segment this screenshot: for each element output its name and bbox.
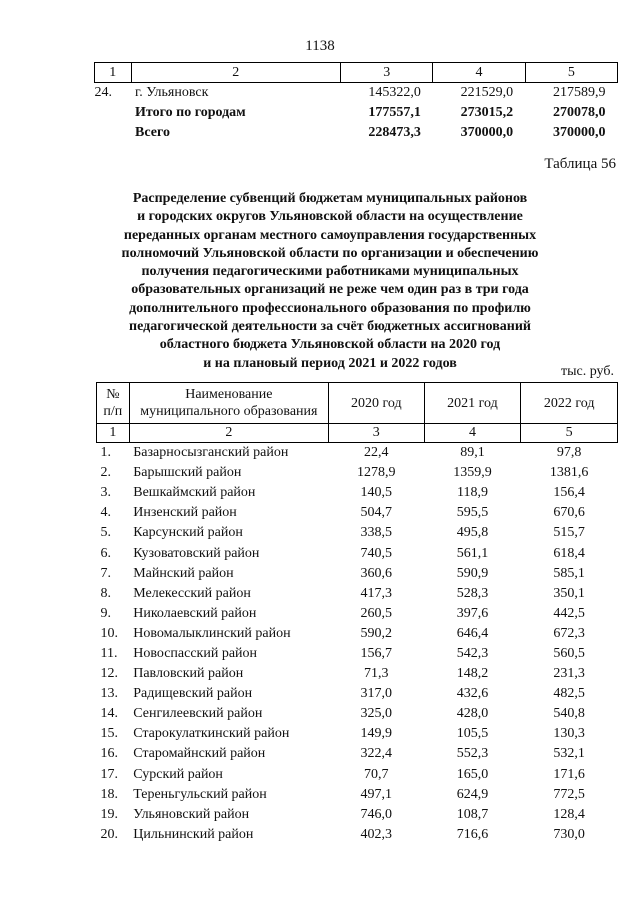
table-row	[97, 503, 618, 523]
table-title	[100, 190, 560, 373]
value-2022: 231,3	[553, 666, 585, 682]
row-number	[95, 103, 132, 123]
header-2020: 2020 год	[328, 383, 424, 424]
municipality-name: Вешкаймский район	[133, 485, 256, 501]
row-number: 11.	[100, 645, 118, 661]
value-2020: 402,3	[360, 826, 393, 842]
municipality-name: Новомалыклинский район	[133, 625, 291, 641]
table-row	[95, 123, 618, 143]
value-2020: 360,6	[360, 565, 393, 581]
value-2021: 118,9	[456, 485, 488, 501]
value-2021: 716,6	[456, 826, 489, 842]
value-2020: 1278,9	[357, 465, 396, 481]
row-number: 20.	[100, 826, 118, 842]
table-label: Таблица 56	[544, 156, 616, 172]
header-number-line1: №	[106, 387, 120, 402]
value-2021: 495,8	[456, 525, 489, 541]
title-line: полномочий Ульяновской области по организации и обеспечению	[121, 245, 539, 261]
col-number-cell: 2	[129, 424, 328, 443]
municipality-name: Барышский район	[133, 465, 242, 481]
municipality-name: Павловский район	[133, 666, 244, 682]
value-2021: 221529,0	[460, 85, 514, 100]
value-2020: 70,7	[364, 766, 389, 782]
municipality-name: Николаевский район	[133, 605, 257, 621]
value-2020: 497,1	[360, 786, 393, 802]
col-number-cell: 5	[525, 63, 617, 83]
municipality-name: Новоспасский район	[133, 645, 258, 661]
municipality-name: Радищевский район	[133, 686, 253, 702]
column-number-row	[97, 424, 618, 443]
value-2022: 270078,0	[553, 105, 606, 120]
value-2021: 590,9	[456, 565, 489, 581]
value-2021: 595,5	[456, 505, 489, 521]
municipality-name: Кузоватовский район	[133, 545, 260, 561]
continuation-header-row	[95, 63, 618, 83]
value-2020: 260,5	[360, 605, 393, 621]
value-2020: 322,4	[360, 746, 393, 762]
table-row	[97, 744, 618, 764]
municipality-name: Карсунский район	[133, 525, 243, 541]
row-number: 9.	[100, 605, 111, 621]
header-name-line1: Наименование	[185, 387, 273, 402]
value-2020: 325,0	[360, 706, 393, 722]
col-number-cell: 1	[97, 424, 130, 443]
value-2021: 552,3	[456, 746, 489, 762]
value-2022: 618,4	[553, 545, 585, 561]
value-2022: 217589,9	[553, 85, 606, 100]
value-2022: 442,5	[553, 605, 585, 621]
row-number: 10.	[100, 625, 118, 641]
municipality-name: Сенгилеевский район	[133, 706, 263, 722]
value-2022: 350,1	[553, 585, 585, 601]
row-number: 5.	[100, 525, 111, 541]
units-label: тыс. руб.	[561, 364, 614, 379]
value-2022: 560,5	[553, 645, 585, 661]
value-2021: 542,3	[456, 645, 489, 661]
row-number: 3.	[100, 485, 111, 501]
table-body	[97, 443, 618, 845]
value-2021: 165,0	[456, 766, 489, 782]
subtotal-label: Итого по городам	[135, 105, 246, 120]
table-row	[97, 684, 618, 704]
value-2022: 772,5	[553, 786, 585, 802]
table-row	[97, 624, 618, 644]
value-2020: 504,7	[360, 505, 393, 521]
col-number-cell: 3	[341, 63, 433, 83]
title-line: и городских округов Ульяновской области на осуществление	[137, 209, 523, 225]
municipality-name: Тереньгульский район	[133, 786, 267, 802]
value-2022: 171,6	[553, 766, 585, 782]
table-row	[97, 704, 618, 724]
row-number: 8.	[100, 585, 111, 601]
value-2020: 140,5	[360, 485, 393, 501]
value-2021: 273015,2	[460, 105, 514, 120]
value-2020: 145322,0	[368, 85, 421, 100]
value-2021: 528,3	[456, 585, 489, 601]
header-name-line2: муниципального образования	[140, 404, 318, 419]
value-2022: 370000,0	[553, 125, 606, 140]
title-line: переданных органам местного самоуправления государственных	[123, 227, 537, 243]
header-number-line2: п/п	[103, 404, 123, 419]
value-2020: 228473,3	[368, 125, 421, 140]
col-number-cell: 5	[521, 424, 618, 443]
value-2020: 71,3	[364, 666, 389, 682]
table-row	[97, 644, 618, 664]
municipality-name: Инзенский район	[133, 505, 237, 521]
value-2020: 417,3	[360, 585, 393, 601]
table-row	[95, 103, 618, 123]
table-row	[97, 543, 618, 563]
table-row	[97, 805, 618, 825]
value-2020: 338,5	[360, 525, 393, 541]
row-number: 17.	[100, 766, 118, 782]
table-row	[97, 664, 618, 684]
value-2022: 585,1	[553, 565, 585, 581]
title-line: и на плановый период 2021 и 2022 годов	[203, 355, 457, 371]
row-number: 2.	[100, 465, 111, 481]
col-number-cell: 4	[433, 63, 525, 83]
value-2021: 108,7	[456, 806, 489, 822]
value-2020: 149,9	[360, 726, 393, 742]
value-2022: 130,3	[553, 726, 585, 742]
total-label: Всего	[135, 125, 170, 140]
row-number	[95, 123, 132, 143]
municipality-name: Ульяновский район	[133, 806, 250, 822]
table-row	[97, 523, 618, 543]
value-2020: 156,7	[360, 645, 393, 661]
table-row	[97, 564, 618, 584]
table-row	[97, 443, 618, 464]
value-2021: 561,1	[456, 545, 489, 561]
table-row	[97, 483, 618, 503]
table-row	[95, 83, 618, 104]
municipality-name: Старокулаткинский район	[133, 726, 290, 742]
col-number-cell: 4	[424, 424, 521, 443]
municipality-name: г. Ульяновск	[135, 85, 209, 100]
municipality-name: Майнский район	[133, 565, 234, 581]
table-row	[97, 825, 618, 845]
value-2021: 397,6	[456, 605, 489, 621]
value-2021: 89,1	[460, 445, 485, 461]
row-number: 18.	[100, 786, 118, 802]
municipality-name: Мелекесский район	[133, 585, 251, 601]
header-row	[97, 383, 618, 424]
row-number: 6.	[100, 545, 111, 561]
value-2022: 128,4	[553, 806, 585, 822]
row-number: 19.	[100, 806, 118, 822]
value-2020: 22,4	[364, 445, 389, 461]
row-number: 15.	[100, 726, 118, 742]
title-line: образовательных организаций не реже чем один раз в три года	[131, 282, 529, 298]
value-2021: 428,0	[456, 706, 489, 722]
header-number	[97, 383, 130, 424]
row-number: 7.	[100, 565, 111, 581]
value-2021: 1359,9	[453, 465, 492, 481]
municipality-name: Базарносызганский район	[133, 445, 289, 461]
value-2022: 672,3	[553, 625, 585, 641]
col-number-cell: 3	[328, 424, 424, 443]
col-number-cell: 2	[131, 63, 341, 83]
header-name	[129, 383, 328, 424]
table-row	[97, 785, 618, 805]
subvention-table	[96, 382, 618, 845]
value-2021: 624,9	[456, 786, 489, 802]
value-2022: 1381,6	[549, 465, 589, 481]
row-number: 4.	[100, 505, 111, 521]
table-row	[97, 584, 618, 604]
table-row	[97, 463, 618, 483]
table-row	[97, 765, 618, 785]
value-2020: 177557,1	[368, 105, 421, 120]
row-number: 13.	[100, 686, 118, 702]
value-2020: 746,0	[360, 806, 393, 822]
value-2022: 97,8	[556, 445, 582, 461]
header-2022: 2022 год	[521, 383, 618, 424]
value-2022: 482,5	[553, 686, 585, 702]
value-2021: 646,4	[456, 625, 489, 641]
title-line: областного бюджета Ульяновской области на 2020 год	[159, 337, 501, 353]
title-line: Распределение субвенций бюджетам муниципальных районов	[132, 191, 528, 206]
row-number: 12.	[100, 666, 118, 682]
value-2021: 370000,0	[460, 125, 514, 140]
municipality-name: Сурский район	[133, 766, 223, 782]
row-number: 14.	[100, 706, 118, 722]
value-2021: 432,6	[456, 686, 489, 702]
title-line: дополнительного профессионального образования по профилю	[129, 300, 531, 316]
row-number: 1.	[100, 445, 111, 461]
value-2021: 105,5	[456, 726, 489, 742]
value-2022: 670,6	[553, 505, 585, 521]
row-number: 16.	[100, 746, 118, 762]
municipality-name: Цильнинский район	[133, 826, 254, 842]
value-2022: 730,0	[553, 826, 585, 842]
table-row	[97, 724, 618, 744]
value-2020: 317,0	[360, 686, 393, 702]
title-line: педагогической деятельности за счёт бюджетных ассигнований	[129, 319, 531, 335]
value-2021: 148,2	[456, 666, 489, 682]
continuation-table	[94, 62, 618, 143]
col-number-cell: 1	[95, 63, 132, 83]
header-2021: 2021 год	[424, 383, 521, 424]
value-2020: 740,5	[360, 545, 393, 561]
municipality-name: Старомайнский район	[133, 746, 266, 762]
value-2022: 156,4	[553, 485, 585, 501]
value-2020: 590,2	[360, 625, 393, 641]
value-2022: 540,8	[553, 706, 585, 722]
table-row	[97, 604, 618, 624]
page-number: 1138	[305, 38, 335, 54]
value-2022: 532,1	[553, 746, 585, 762]
title-line: получения педагогическими работниками муниципальных	[141, 264, 519, 280]
value-2022: 515,7	[553, 525, 585, 541]
row-number: 24.	[94, 85, 112, 100]
